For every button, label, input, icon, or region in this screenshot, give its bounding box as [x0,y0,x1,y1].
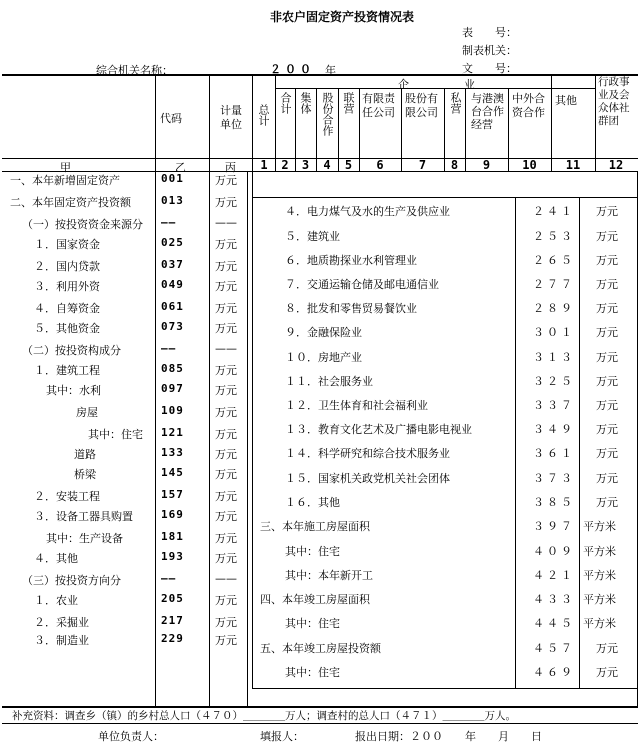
left-row-unit: 万元 [215,634,237,647]
header-col-gufenhezuo: 股份合作 [321,92,334,136]
left-row-unit: —— [215,342,237,355]
col-num-12: 12 [608,158,624,172]
left-row-code: 133 [161,446,184,459]
right-row-label: ９．金融保险业 [285,326,362,339]
org-name-label: 综合机关名称： [96,64,173,77]
left-row-unit: 万元 [215,448,237,461]
left-row-code: —— [161,572,177,585]
left-row-unit: 万元 [215,280,237,293]
right-row-label: １１．社会服务业 [285,375,373,388]
left-row-label: １．农业 [34,594,78,607]
left-row-label: １．建筑工程 [34,364,100,377]
left-row-code: 157 [161,488,184,501]
right-row-unit: 万元 [596,205,618,218]
right-row-label: １０．房地产业 [285,351,362,364]
header-bing: 丙 [225,161,236,174]
left-row-code: 205 [161,592,184,605]
right-row-unit: 平方米 [583,545,616,558]
left-row-label: 桥梁 [74,468,96,481]
col-num-7: 7 [418,158,427,172]
left-row-code: 061 [161,300,184,313]
right-row-label: 其中：住宅 [285,666,340,679]
right-row-code: ３１３ [533,351,575,364]
doc-no-label: 文 号： [462,62,517,75]
right-row-code: ３４９ [533,423,575,436]
right-row-unit: 万元 [596,230,618,243]
left-row-label: （二）按投资构成分 [22,344,121,357]
right-row-label: 其中：住宅 [285,545,340,558]
header-col-jiti: 集体 [299,92,312,114]
left-row-label: ５．其他资金 [34,322,100,335]
year-suffix: 年 [325,64,336,77]
right-row-code: ２８９ [533,302,575,315]
right-row-unit: 平方米 [583,569,616,582]
table-no-label: 表 号： [462,26,517,39]
right-row-unit: 万元 [596,496,618,509]
right-row-code: ４３３ [533,593,575,606]
left-row-label: ２．国内贷款 [34,260,100,273]
issuer-label: 制表机关： [462,44,517,57]
left-row-code: 013 [161,194,184,207]
right-row-unit: 万元 [596,254,618,267]
left-row-unit: 万元 [215,174,237,187]
left-row-label: 一、本年新增固定资产 [10,174,120,187]
right-row-code: ２５３ [533,230,575,243]
right-row-label: １３．教育文化艺术及广播电影电视业 [285,423,472,436]
right-row-label: ５．建筑业 [285,230,340,243]
left-row-unit: 万元 [215,510,237,523]
header-jia: 甲 [60,161,71,174]
right-row-unit: 万元 [596,472,618,485]
right-row-unit: 平方米 [583,520,616,533]
left-row-label: ２．安装工程 [34,490,100,503]
left-row-label: ４．其他 [34,552,78,565]
left-row-unit: 万元 [215,616,237,629]
right-row-label: 其中：本年新开工 [285,569,373,582]
left-row-label: 二、本年固定资产投资额 [10,196,131,209]
col-num-10: 10 [522,158,537,172]
year-prefix: ２００ [270,63,315,76]
right-row-code: ２７７ [533,278,575,291]
right-row-label: １６．其他 [285,496,340,509]
left-row-unit: 万元 [215,532,237,545]
right-row-unit: 万元 [596,375,618,388]
left-row-code: 181 [161,530,184,543]
left-row-unit: 万元 [215,552,237,565]
left-row-unit: 万元 [215,428,237,441]
right-row-label: 三、本年施工房屋面积 [260,520,370,533]
right-row-code: ３３７ [533,399,575,412]
right-row-unit: 万元 [596,399,618,412]
right-row-label: １５．国家机关政党机关社会团体 [285,472,450,485]
report-date-label: 报出日期：２００ 年 月 日 [355,730,542,743]
right-row-label: １４．科学研究和综合技术服务业 [285,447,450,460]
left-row-code: 097 [161,382,184,395]
right-row-unit: 平方米 [583,617,616,630]
right-row-label: ８．批发和零售贸易餐饮业 [285,302,417,315]
right-row-code: ２６５ [533,254,575,267]
header-unit: 计量单位 [220,104,242,131]
right-row-unit: 万元 [596,326,618,339]
right-row-code: ２４１ [533,205,575,218]
left-row-unit: 万元 [215,490,237,503]
right-row-code: ３２５ [533,375,575,388]
right-row-label: ４．电力煤气及水的生产及供应业 [285,205,450,218]
left-row-unit: —— [215,572,237,585]
right-row-label: 其中：住宅 [285,617,340,630]
right-row-unit: 万元 [596,642,618,655]
col-num-5: 5 [344,158,353,172]
left-row-label: ４．自筹资金 [34,302,100,315]
col-num-1: 1 [260,158,268,172]
left-row-label: ３．设备工器具购置 [34,510,133,523]
left-row-unit: 万元 [215,364,237,377]
right-row-unit: 平方米 [583,593,616,606]
col-num-6: 6 [376,158,384,172]
right-row-label: 五、本年竣工房屋投资额 [260,642,381,655]
right-row-unit: 万元 [596,302,618,315]
left-row-unit: 万元 [215,468,237,481]
left-row-code: 025 [161,236,184,249]
left-row-code: 049 [161,278,184,291]
right-row-code: ３８５ [533,496,575,509]
left-row-unit: 万元 [215,594,237,607]
right-row-unit: 万元 [596,447,618,460]
right-row-label: １２．卫生体育和社会福利业 [285,399,428,412]
header-col-siying: 私营 [449,92,462,114]
header-admin: 行政事业及会众体社群团 [598,76,630,127]
header-code: 代码 [160,112,182,125]
left-row-code: 085 [161,362,184,375]
right-row-unit: 万元 [596,423,618,436]
right-row-label: ７．交通运输仓储及邮电通信业 [285,278,439,291]
right-row-unit: 万元 [596,666,618,679]
left-row-unit: 万元 [215,384,237,397]
header-col-other: 其他 [555,94,577,107]
left-row-code: 037 [161,258,184,271]
header-yi: 乙 [175,161,186,174]
col-num-11: 11 [565,158,581,172]
left-row-label: ２．采掘业 [34,616,89,629]
right-row-code: ４４５ [533,617,575,630]
col-num-2: 2 [281,158,289,172]
left-row-label: ３．利用外资 [34,280,100,293]
left-row-label: 其中：生产设备 [46,532,123,545]
supplementary-note: 补充资料：调查乡（镇）的乡村总人口（４７０）＿＿＿＿万人；调查村的总人口（４７１）＿＿＿＿万人。 [12,710,516,722]
header-enterprise: 企 业 [398,78,475,91]
unit-head-label: 单位负责人： [98,730,164,743]
left-row-label: １．国家资金 [34,238,100,251]
right-row-code: ４５７ [533,642,575,655]
right-row-code: ３０１ [533,326,575,339]
left-row-code: 073 [161,320,184,333]
left-row-unit: 万元 [215,322,237,335]
header-col-zhongwai: 中外合资合作 [512,92,545,119]
col-num-9: 9 [482,158,491,172]
left-row-label: 房屋 [76,406,98,419]
left-row-label: 其中：住宅 [88,428,143,441]
left-row-code: 217 [161,614,184,627]
left-row-code: 109 [161,404,184,417]
left-row-unit: —— [215,216,237,229]
col-num-3: 3 [301,158,310,172]
left-row-unit: 万元 [215,406,237,419]
left-row-code: —— [161,216,177,229]
col-num-8: 8 [450,158,459,172]
right-row-label: ６．地质勘探业水利管理业 [285,254,417,267]
left-row-unit: 万元 [215,260,237,273]
right-row-code: ３６１ [533,447,575,460]
left-row-unit: 万元 [215,238,237,251]
header-col-gufen-youxian: 股份有限公司 [405,92,438,119]
col-num-4: 4 [323,158,331,172]
right-row-code: ４０９ [533,545,575,558]
left-row-code: 001 [161,172,184,185]
left-row-code: 121 [161,426,184,439]
right-row-unit: 万元 [596,351,618,364]
left-row-label: ３．制造业 [34,634,89,647]
left-row-label: 其中：水利 [46,384,101,397]
filler-label: 填报人： [260,730,304,743]
left-row-label: （三）按投资方向分 [22,574,121,587]
left-row-code: —— [161,342,177,355]
left-row-code: 169 [161,508,184,521]
right-row-label: 四、本年竣工房屋面积 [260,593,370,606]
header-col-gangaotai: 与港澳台合作经营 [471,92,504,131]
header-total: 总计 [257,104,270,126]
right-row-code: ３７３ [533,472,575,485]
right-row-unit: 万元 [596,278,618,291]
left-row-unit: 万元 [215,196,237,209]
header-col-heji: 合计 [279,92,292,114]
left-row-unit: 万元 [215,302,237,315]
left-row-code: 229 [161,632,184,645]
right-row-code: ４２１ [533,569,575,582]
left-row-code: 145 [161,466,184,479]
left-row-label: 道路 [74,448,96,461]
header-col-youxian: 有限责任公司 [362,92,395,119]
header-col-lianying: 联营 [342,92,355,114]
left-row-code: 193 [161,550,184,563]
right-row-code: ４６９ [533,666,575,679]
left-row-label: （一）按投资资金来源分 [22,218,143,231]
page-title: 非农户固定资产投资情况表 [270,10,415,24]
right-row-code: ３９７ [533,520,575,533]
